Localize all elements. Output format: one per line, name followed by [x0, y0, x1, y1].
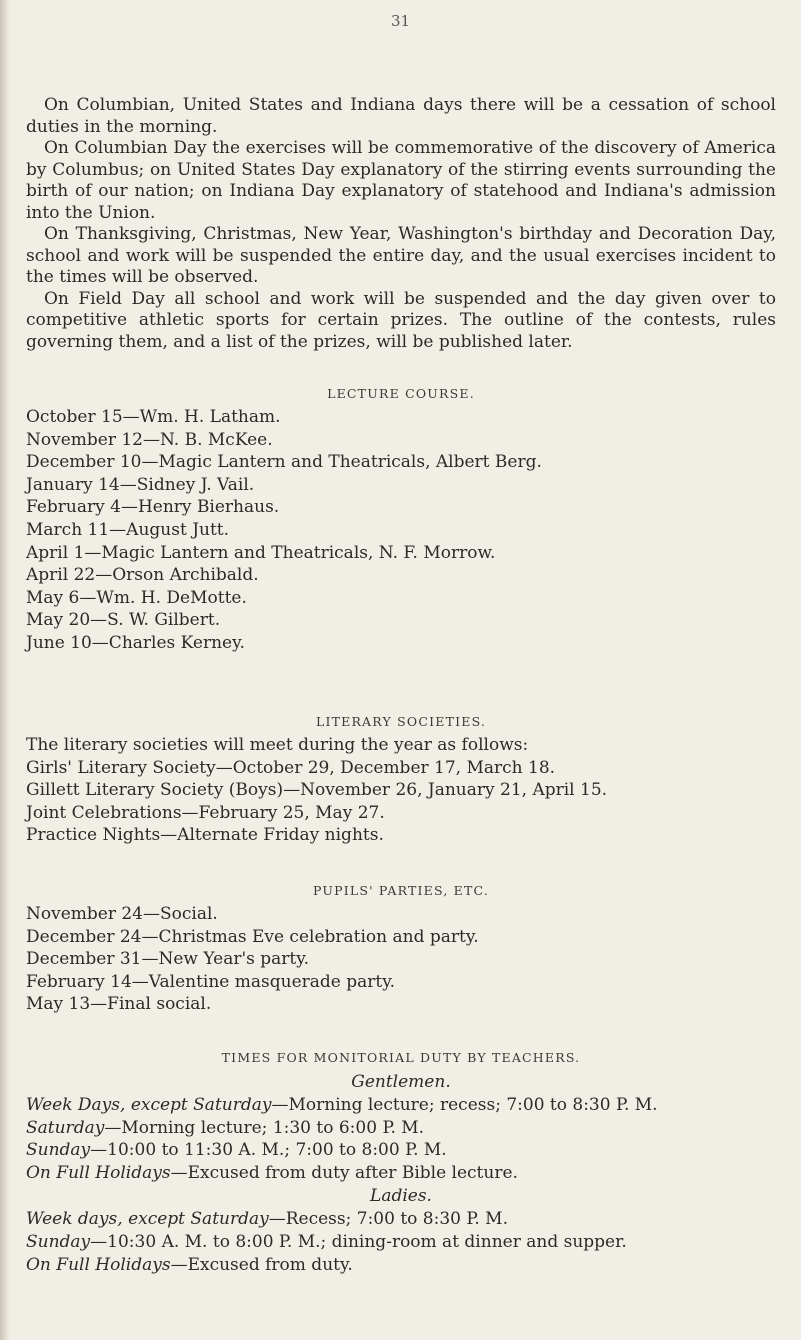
duty-row-text: —Excused from duty.	[170, 1254, 353, 1275]
gentlemen-subheading: Gentlemen.	[351, 1072, 451, 1092]
literary-item: Joint Celebrations—February 25, May 27.	[26, 802, 385, 823]
monitorial-duty-section	[26, 1047, 776, 1276]
duty-row-text: —Recess; 7:00 to 8:30 P. M.	[268, 1209, 508, 1230]
page-number: 31	[390, 12, 411, 30]
party-item: February 14—Valentine masquerade party.	[26, 971, 395, 992]
lecture-item: December 10—Magic Lantern and Theatricals, Albert Berg.	[26, 452, 542, 473]
paragraph-holidays: On Thanksgiving, Christmas, New Year, Washington's birthday and Decoration Day, school and work will be suspended the entire day, and the usual exercises incident to the times will be observed.	[26, 224, 776, 287]
paragraph-field-day: On Field Day all school and work will be suspended and the day given over to competitive athletic sports for certain prizes. The outline of the contests, rules governing them, and a list of the prizes, will be published later.	[26, 288, 776, 352]
literary-societies-heading: LITERARY SOCIETIES.	[315, 714, 487, 729]
duty-row	[26, 1254, 776, 1277]
duty-row-lead: Week days, except Saturday	[26, 1209, 269, 1230]
ladies-subheading: Ladies.	[370, 1186, 432, 1207]
lecture-item: April 1—Magic Lantern and Theatricals, N. F. Morrow.	[26, 542, 496, 563]
intro-section	[26, 95, 776, 353]
duty-row-lead: Sunday	[26, 1231, 91, 1252]
duty-row-text: —10:00 to 11:30 A. M.; 7:00 to 8:00 P. M.	[90, 1140, 447, 1161]
duty-row-lead: On Full Holidays	[26, 1162, 171, 1183]
party-item: November 24—Social.	[26, 904, 218, 924]
lecture-item: January 14—Sidney J. Vail.	[26, 474, 255, 495]
duty-row	[26, 1094, 776, 1117]
lecture-item: November 12—N. B. McKee.	[26, 429, 273, 450]
party-item: May 13—Final social.	[26, 994, 212, 1015]
duty-row-text: —10:30 A. M. to 8:00 P. M.; dining-room at dinner and supper.	[90, 1231, 627, 1252]
pupils-parties-heading: PUPILS' PARTIES, ETC.	[312, 883, 490, 898]
duty-row-lead: Sunday	[26, 1140, 91, 1161]
duty-row-text: —Excused from duty after Bible lecture.	[170, 1162, 518, 1183]
paragraph-exercises: On Columbian Day the exercises will be commemorative of the discovery of America by Columbus; on United States Day explanatory of the stirring events surrounding the birth of our nation; on Indiana Day explanatory of statehood and Indiana's admission into the Union.	[26, 138, 776, 223]
duty-row-lead: Week Days, except Saturday	[26, 1095, 272, 1115]
duty-row-lead: Saturday	[26, 1117, 105, 1138]
duty-row	[26, 1139, 776, 1162]
lecture-item: May 6—Wm. H. DeMotte.	[26, 587, 247, 608]
lecture-item: March 11—August Jutt.	[26, 519, 230, 540]
lecture-course-heading: LECTURE COURSE.	[327, 386, 475, 401]
page-binding-shadow	[0, 0, 10, 1340]
lecture-course-section	[26, 383, 776, 655]
lecture-item: October 15—Wm. H. Latham.	[26, 407, 281, 427]
paragraph-cessation: On Columbian, United States and Indiana days there will be a cessation of school duties in the morning.	[26, 95, 776, 137]
duty-row	[26, 1208, 776, 1231]
literary-item: Gillett Literary Society (Boys)—November 26, January 21, April 15.	[26, 780, 608, 801]
duty-row	[26, 1117, 776, 1140]
literary-item: The literary societies will meet during the year as follows:	[26, 735, 529, 755]
lecture-item: June 10—Charles Kerney.	[26, 632, 245, 653]
literary-item: Girls' Literary Society—October 29, December 17, March 18.	[26, 757, 556, 778]
literary-item: Practice Nights—Alternate Friday nights.	[26, 825, 384, 846]
duty-row	[26, 1231, 776, 1254]
literary-societies-section	[26, 711, 776, 847]
lecture-item: February 4—Henry Bierhaus.	[26, 497, 280, 518]
pupils-parties-section	[26, 880, 776, 1016]
duty-row-text: —Morning lecture; recess; 7:00 to 8:30 P. M.	[271, 1095, 658, 1115]
duty-row-text: —Morning lecture; 1:30 to 6:00 P. M.	[104, 1117, 425, 1138]
monitorial-duty-heading: TIMES FOR MONITORIAL DUTY BY TEACHERS.	[221, 1050, 581, 1065]
duty-row-lead: On Full Holidays	[26, 1254, 171, 1275]
party-item: December 24—Christmas Eve celebration and party.	[26, 926, 479, 947]
lecture-item: April 22—Orson Archibald.	[26, 565, 259, 586]
lecture-item: May 20—S. W. Gilbert.	[26, 610, 221, 631]
duty-row	[26, 1162, 776, 1185]
party-item: December 31—New Year's party.	[26, 949, 309, 970]
